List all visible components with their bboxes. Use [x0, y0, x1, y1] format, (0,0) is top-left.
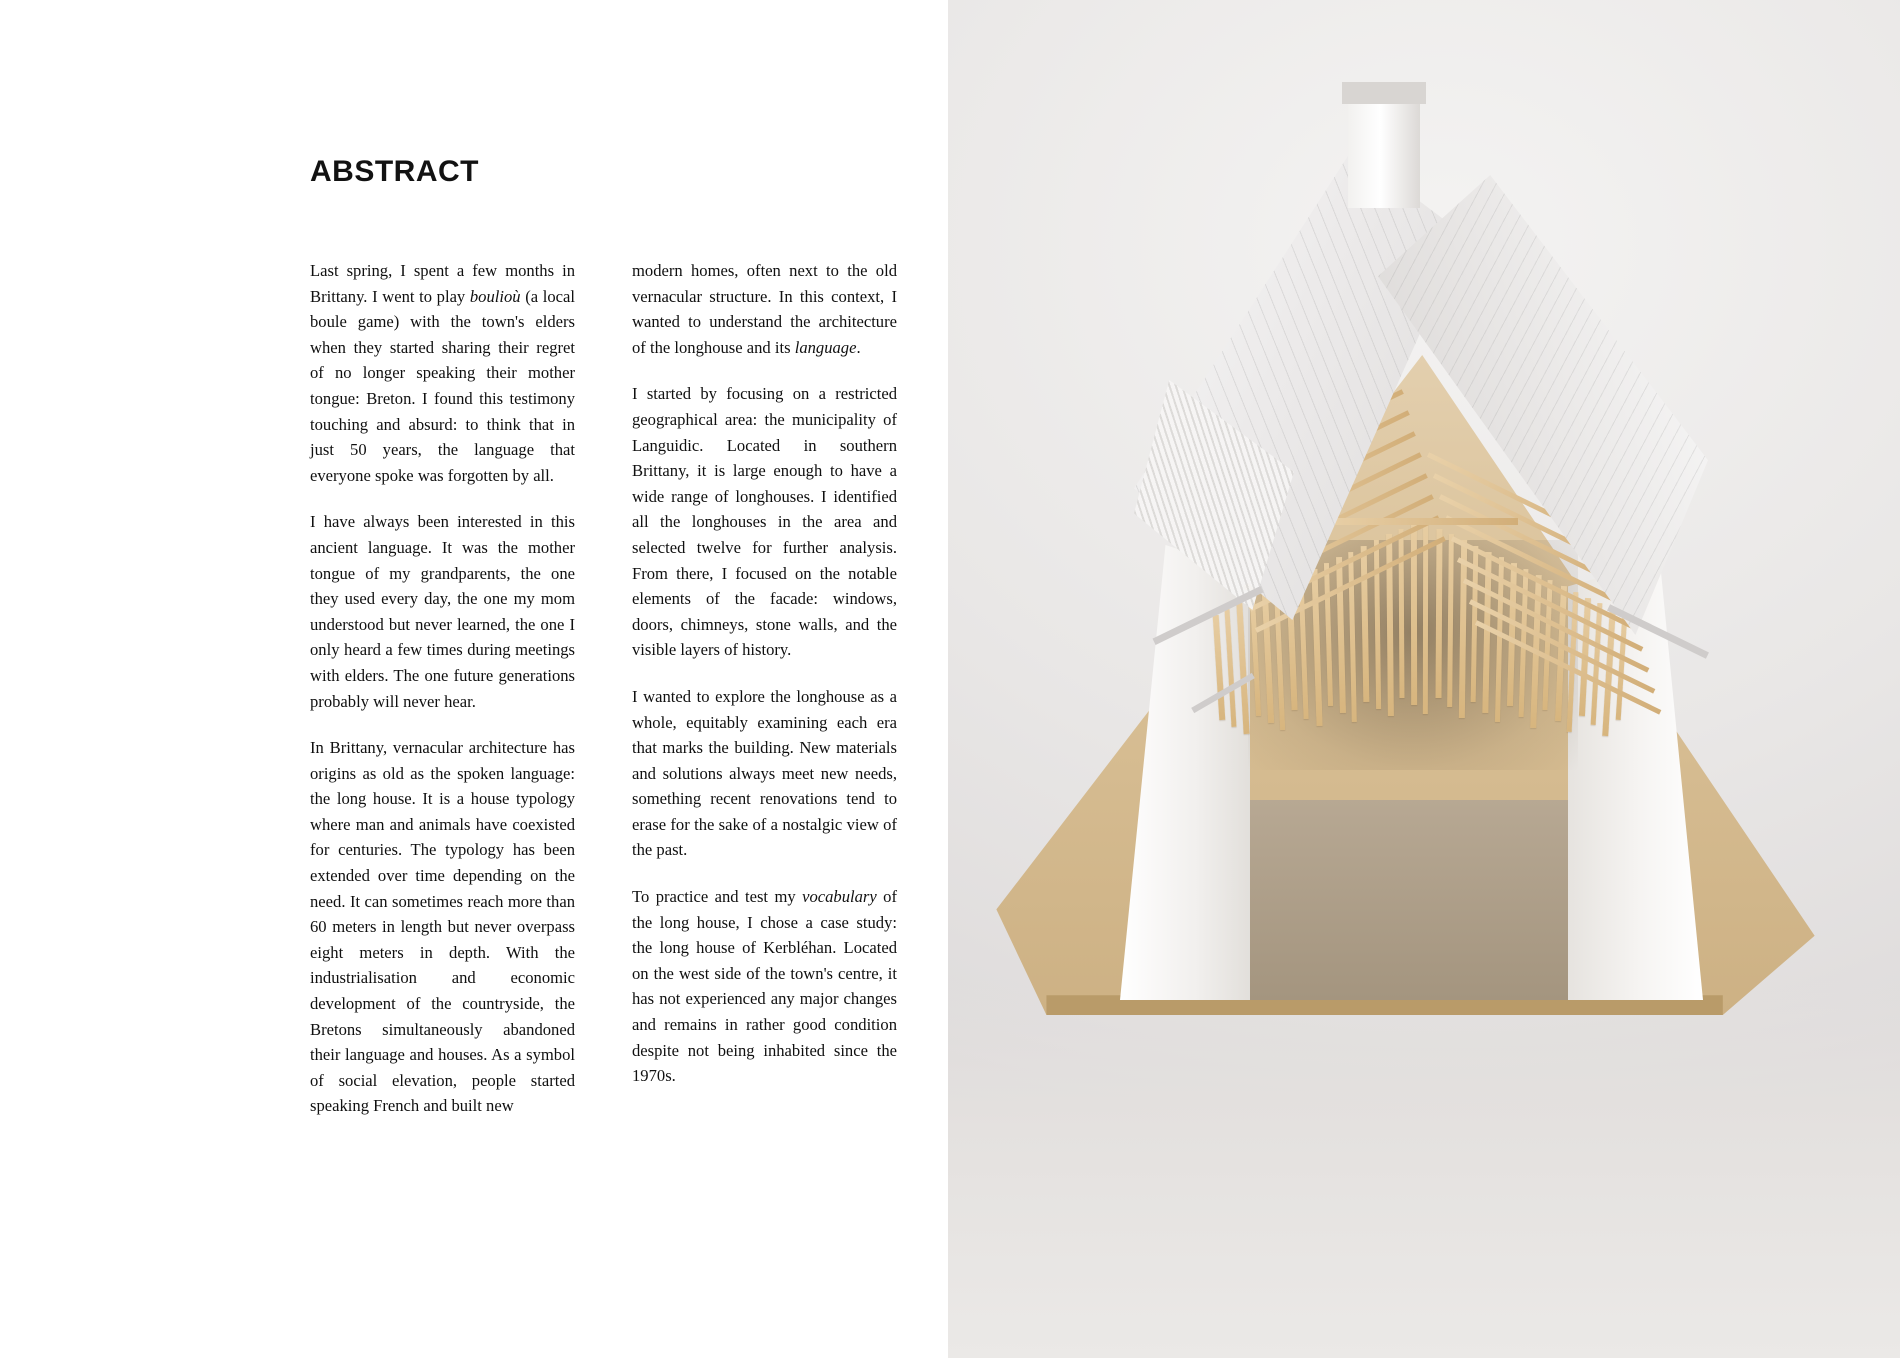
- paragraph: I have always been interested in this ancient language. It was the mother tongue of my grandparents, the one they used every day, the one my mom understood but never learned, the one I only heard a few times during meetings with elders. The one future generations probably will never hear.: [310, 512, 575, 711]
- model-roof-lath: [1348, 552, 1357, 722]
- model-chimney: [1348, 88, 1420, 208]
- model-roof-lath: [1435, 529, 1442, 698]
- model-roof-lath: [1213, 615, 1226, 720]
- model-roof-lath: [1336, 557, 1346, 714]
- model-roof-lath: [1615, 615, 1627, 720]
- model-roof-lath: [1423, 523, 1428, 714]
- paragraph: Last spring, I spent a few months in Brittany. I went to play boulioù (a local boule game) with the town's elders when they started sharing their regret of no longer speaking their mother tongue: Breton. I found this testimony touching and absurd: to think that in just 50 years, the language that everyone spoke was forgotten by all.: [310, 261, 575, 485]
- page-title: ABSTRACT: [310, 155, 479, 188]
- paragraph: modern homes, often next to the old vernacular structure. In this context, I wanted to understand the architecture of the longhouse and its language.: [632, 261, 897, 357]
- model-roof-lath: [1447, 534, 1454, 707]
- model-roof-lath: [1262, 592, 1274, 723]
- right-page-photograph: [948, 0, 1900, 1358]
- model-roof-lath: [1399, 529, 1405, 698]
- model-roof-lath: [1324, 563, 1333, 706]
- model-ridge-beam: [1318, 518, 1518, 525]
- model-roof-lath: [1225, 609, 1237, 727]
- model-roof-lath: [1373, 540, 1380, 709]
- model-roof-lath: [1250, 598, 1261, 716]
- model-roof-lath: [1237, 603, 1250, 735]
- paragraph: In Brittany, vernacular architecture has origins as old as the spoken language: the long house. It is a house typology where man and animals have coexisted for centuries. The typology has been extended over time depending on the need. It can sometimes reach more than 60 meters in length but never overpass eight meters in depth. With the industrialisation and economic development of the countryside, the Bretons simultaneously abandoned their language and houses. As a symbol of social elevation, people started speaking French and built new: [310, 738, 575, 1116]
- photo-floor: [948, 978, 1900, 1358]
- column-right: [632, 258, 897, 1119]
- model-roof-lath: [1361, 546, 1370, 702]
- column-left: [310, 258, 575, 1119]
- abstract-columns: [310, 258, 897, 1119]
- left-page: [0, 0, 948, 1358]
- model-roof-lath: [1311, 569, 1322, 726]
- model-roof-lath: [1459, 540, 1467, 718]
- paragraph: I started by focusing on a restricted geographical area: the municipality of Languidic. Located in southern Brittany, it is large enough to have a wide range of longhouses. I identified all the longhouses in the area and selected twelve for further analysis. From there, I focused on the notable elements of the facade: windows, doors, chimneys, stone walls, and the visible layers of history.: [632, 384, 897, 660]
- paragraph: To practice and test my vocabulary of the long house, I chose a case study: the long house of Kerbléhan. Located on the west side of the town's centre, it has not experienced any major changes and remains in rather good condition despite not being inhabited since the 1970s.: [632, 887, 897, 1086]
- paragraph: I wanted to explore the longhouse as a whole, equitably examining each era that marks the building. New materials and solutions always meet new needs, something recent renovations tend to erase for the sake of a nostalgic view of the past.: [632, 686, 897, 860]
- model-chimney-cap: [1342, 82, 1426, 104]
